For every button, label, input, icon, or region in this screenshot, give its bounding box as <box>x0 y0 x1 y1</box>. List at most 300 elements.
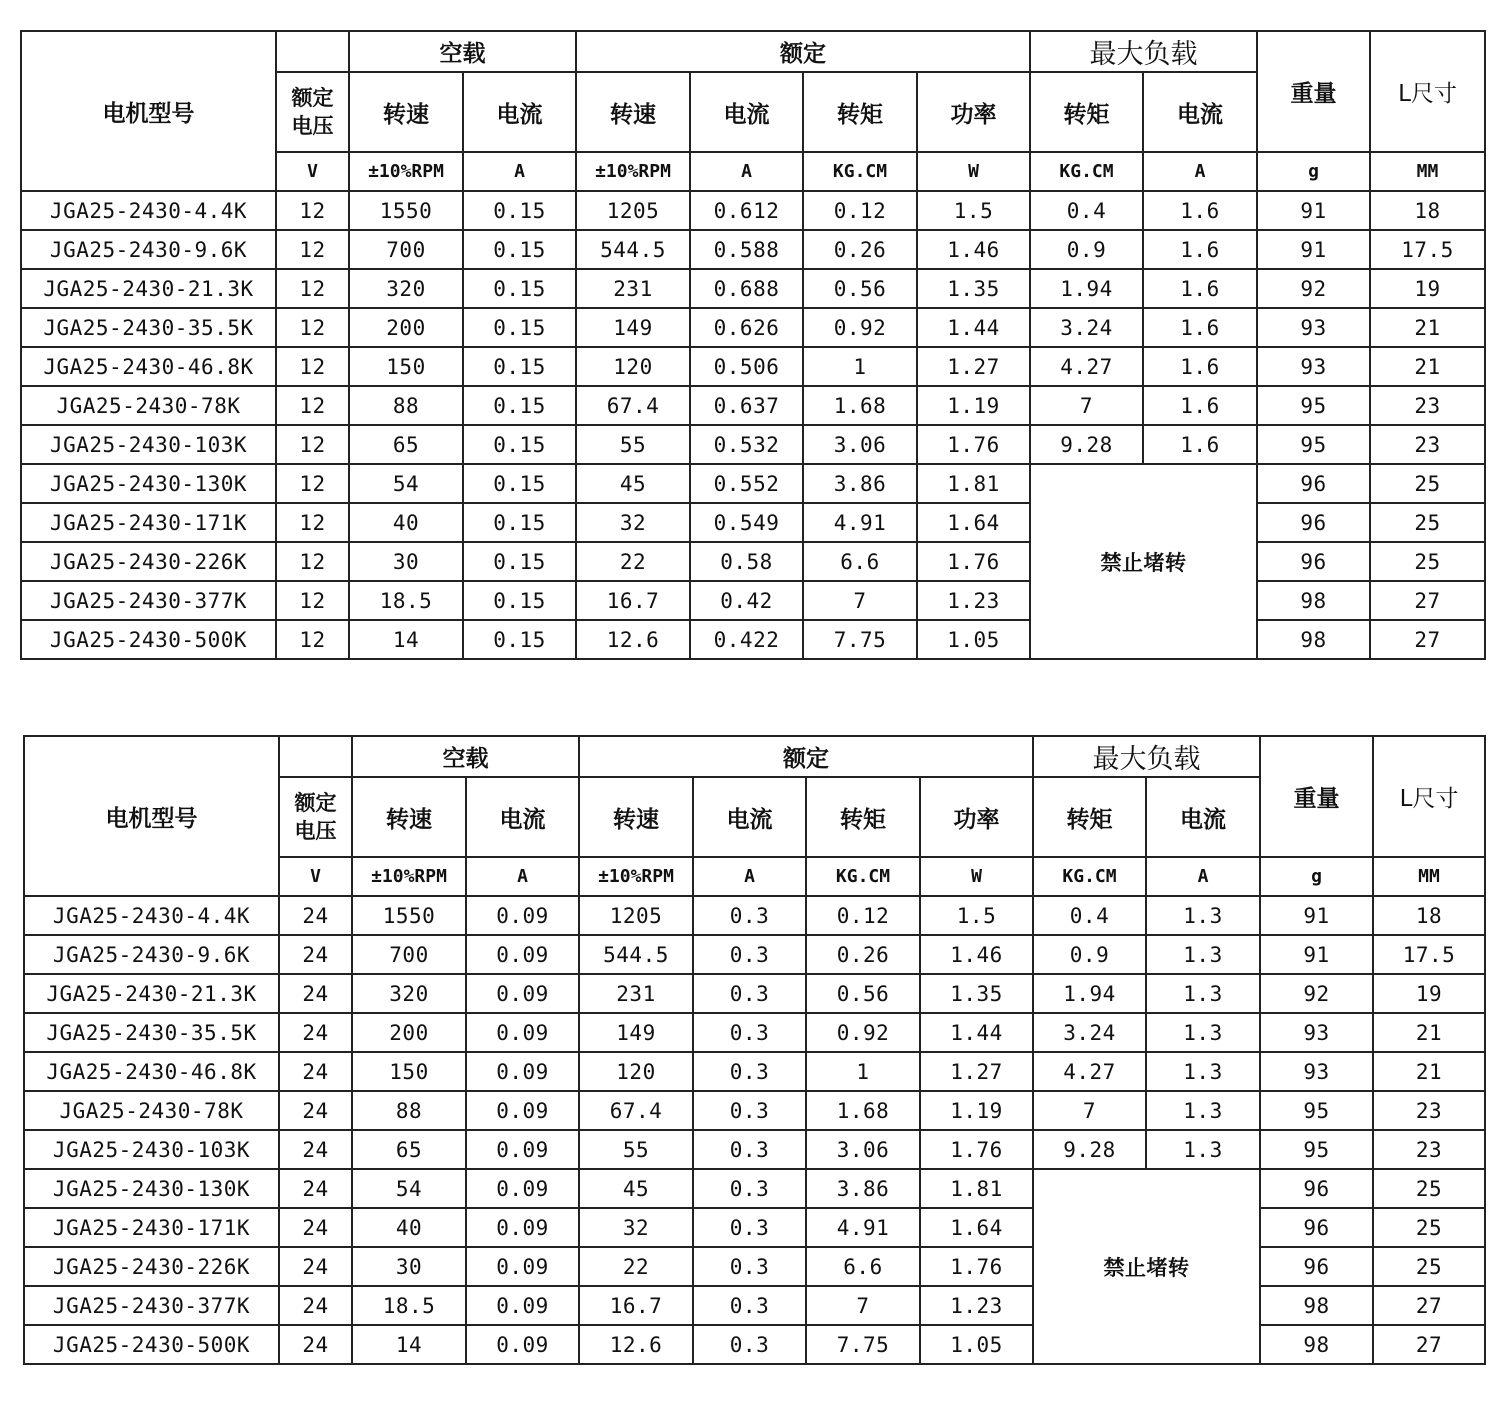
cell-model: JGA25-2430-130K <box>21 464 276 503</box>
header-nl-speed: 转速 <box>352 777 466 857</box>
cell-weight: 96 <box>1257 503 1370 542</box>
cell-voltage: 12 <box>276 464 349 503</box>
table-row <box>24 896 1485 935</box>
cell-voltage: 12 <box>276 503 349 542</box>
cell-max-torque: 4.27 <box>1030 347 1143 386</box>
cell-voltage: 24 <box>279 1013 352 1052</box>
cell-nl-current: 0.09 <box>466 1325 579 1364</box>
cell-r-power: 1.35 <box>917 269 1030 308</box>
cell-r-power: 1.81 <box>917 464 1030 503</box>
cell-nl-current: 0.15 <box>463 347 576 386</box>
cell-r-power: 1.35 <box>920 974 1033 1013</box>
header-weight: 重量 <box>1257 31 1370 152</box>
cell-r-power: 1.64 <box>917 503 1030 542</box>
cell-r-power: 1.5 <box>917 191 1030 230</box>
cell-nl-current: 0.15 <box>463 542 576 581</box>
cell-r-current: 0.588 <box>690 230 803 269</box>
header-rated: 额定 <box>576 31 1030 72</box>
cell-model: JGA25-2430-21.3K <box>24 974 279 1013</box>
cell-r-torque: 1.68 <box>806 1091 920 1130</box>
table-row <box>24 1169 1485 1208</box>
cell-r-current: 0.3 <box>693 1091 806 1130</box>
rated-voltage-line2: 电压 <box>294 819 337 843</box>
cell-r-current: 0.58 <box>690 542 803 581</box>
cell-max-current: 1.3 <box>1146 1052 1260 1091</box>
cell-r-power: 1.44 <box>920 1013 1033 1052</box>
cell-nl-current: 0.15 <box>463 269 576 308</box>
unit-nl-speed: ±10%RPM <box>349 152 463 191</box>
cell-r-current: 0.3 <box>693 1208 806 1247</box>
cell-l-size: 25 <box>1370 542 1485 581</box>
cell-r-current: 0.3 <box>693 1169 806 1208</box>
table-row <box>21 308 1485 347</box>
cell-voltage: 24 <box>279 1169 352 1208</box>
cell-r-current: 0.626 <box>690 308 803 347</box>
cell-r-current: 0.422 <box>690 620 803 659</box>
cell-r-power: 1.5 <box>920 896 1033 935</box>
cell-r-speed: 67.4 <box>576 386 690 425</box>
stall-note: 禁止堵转 <box>1030 464 1257 659</box>
cell-voltage: 24 <box>279 1091 352 1130</box>
cell-weight: 95 <box>1257 425 1370 464</box>
cell-weight: 98 <box>1260 1286 1373 1325</box>
unit-nl-current: A <box>466 857 579 896</box>
cell-weight: 93 <box>1257 347 1370 386</box>
cell-nl-speed: 1550 <box>352 896 466 935</box>
cell-model: JGA25-2430-130K <box>24 1169 279 1208</box>
cell-nl-current: 0.09 <box>466 974 579 1013</box>
cell-l-size: 21 <box>1373 1052 1485 1091</box>
header-weight: 重量 <box>1260 736 1373 857</box>
cell-r-speed: 149 <box>576 308 690 347</box>
cell-r-torque: 1.68 <box>803 386 917 425</box>
header-max-current: 电流 <box>1146 777 1260 857</box>
cell-r-torque: 0.12 <box>803 191 917 230</box>
cell-r-current: 0.549 <box>690 503 803 542</box>
cell-l-size: 27 <box>1373 1325 1485 1364</box>
cell-r-speed: 231 <box>579 974 693 1013</box>
cell-nl-speed: 65 <box>349 425 463 464</box>
cell-r-torque: 0.26 <box>803 230 917 269</box>
cell-max-torque: 1.94 <box>1033 974 1146 1013</box>
header-rated-voltage <box>276 72 349 152</box>
cell-voltage: 12 <box>276 347 349 386</box>
cell-voltage: 12 <box>276 425 349 464</box>
cell-max-current: 1.3 <box>1146 974 1260 1013</box>
cell-r-power: 1.23 <box>920 1286 1033 1325</box>
unit-weight: g <box>1260 857 1373 896</box>
cell-weight: 92 <box>1260 974 1373 1013</box>
header-nl-current: 电流 <box>466 777 579 857</box>
table-row <box>21 542 1485 581</box>
cell-r-torque: 4.91 <box>806 1208 920 1247</box>
header-r-speed: 转速 <box>576 72 690 152</box>
cell-r-power: 1.27 <box>917 347 1030 386</box>
table-row <box>21 230 1485 269</box>
table-row <box>24 1130 1485 1169</box>
cell-model: JGA25-2430-226K <box>24 1247 279 1286</box>
cell-nl-current: 0.15 <box>463 464 576 503</box>
cell-nl-current: 0.09 <box>466 1091 579 1130</box>
cell-r-speed: 16.7 <box>576 581 690 620</box>
cell-r-power: 1.81 <box>920 1169 1033 1208</box>
cell-r-torque: 3.06 <box>806 1130 920 1169</box>
cell-r-speed: 67.4 <box>579 1091 693 1130</box>
unit-r-current: A <box>690 152 803 191</box>
unit-voltage: V <box>279 857 352 896</box>
cell-max-current: 1.6 <box>1143 308 1257 347</box>
cell-r-torque: 7 <box>806 1286 920 1325</box>
cell-max-torque: 4.27 <box>1033 1052 1146 1091</box>
cell-r-torque: 3.06 <box>803 425 917 464</box>
table-row <box>21 386 1485 425</box>
cell-r-speed: 32 <box>579 1208 693 1247</box>
header-r-torque: 转矩 <box>803 72 917 152</box>
cell-voltage: 12 <box>276 386 349 425</box>
header-max-load: 最大负载 <box>1033 736 1260 777</box>
cell-nl-current: 0.09 <box>466 1247 579 1286</box>
cell-l-size: 25 <box>1373 1247 1485 1286</box>
cell-r-torque: 0.12 <box>806 896 920 935</box>
cell-voltage: 24 <box>279 1130 352 1169</box>
cell-model: JGA25-2430-377K <box>24 1286 279 1325</box>
cell-l-size: 17.5 <box>1370 230 1485 269</box>
cell-voltage: 24 <box>279 974 352 1013</box>
cell-l-size: 25 <box>1373 1169 1485 1208</box>
unit-length: MM <box>1370 152 1485 191</box>
cell-nl-current: 0.09 <box>466 896 579 935</box>
cell-max-current: 1.3 <box>1146 896 1260 935</box>
cell-nl-speed: 65 <box>352 1130 466 1169</box>
unit-max-current: A <box>1143 152 1257 191</box>
cell-nl-current: 0.15 <box>463 308 576 347</box>
header-nl-current: 电流 <box>463 72 576 152</box>
cell-nl-speed: 14 <box>352 1325 466 1364</box>
rated-voltage-line2: 电压 <box>291 114 334 138</box>
cell-nl-current: 0.09 <box>466 935 579 974</box>
table-row <box>24 1013 1485 1052</box>
cell-r-speed: 544.5 <box>579 935 693 974</box>
cell-nl-current: 0.15 <box>463 503 576 542</box>
table-row <box>24 1208 1485 1247</box>
cell-l-size: 21 <box>1370 308 1485 347</box>
cell-nl-speed: 200 <box>349 308 463 347</box>
cell-r-power: 1.23 <box>917 581 1030 620</box>
cell-voltage: 24 <box>279 1286 352 1325</box>
cell-max-current: 1.6 <box>1143 191 1257 230</box>
cell-nl-speed: 200 <box>352 1013 466 1052</box>
cell-model: JGA25-2430-4.4K <box>24 896 279 935</box>
cell-r-power: 1.76 <box>920 1247 1033 1286</box>
cell-nl-speed: 150 <box>352 1052 466 1091</box>
cell-model: JGA25-2430-9.6K <box>21 230 276 269</box>
cell-r-current: 0.688 <box>690 269 803 308</box>
cell-weight: 98 <box>1257 581 1370 620</box>
cell-model: JGA25-2430-171K <box>21 503 276 542</box>
cell-weight: 98 <box>1257 620 1370 659</box>
cell-weight: 93 <box>1260 1013 1373 1052</box>
cell-nl-current: 0.09 <box>466 1169 579 1208</box>
cell-model: JGA25-2430-377K <box>21 581 276 620</box>
cell-voltage: 12 <box>276 620 349 659</box>
cell-l-size: 27 <box>1370 620 1485 659</box>
cell-weight: 98 <box>1260 1325 1373 1364</box>
cell-r-current: 0.3 <box>693 1130 806 1169</box>
cell-nl-speed: 40 <box>349 503 463 542</box>
cell-l-size: 19 <box>1373 974 1485 1013</box>
cell-r-current: 0.3 <box>693 1286 806 1325</box>
cell-weight: 96 <box>1257 542 1370 581</box>
cell-r-torque: 0.56 <box>803 269 917 308</box>
header-model: 电机型号 <box>21 31 276 191</box>
cell-model: JGA25-2430-103K <box>24 1130 279 1169</box>
cell-nl-current: 0.09 <box>466 1052 579 1091</box>
cell-r-torque: 4.91 <box>803 503 917 542</box>
cell-r-speed: 22 <box>576 542 690 581</box>
cell-weight: 91 <box>1260 896 1373 935</box>
cell-r-power: 1.64 <box>920 1208 1033 1247</box>
cell-max-torque: 0.9 <box>1030 230 1143 269</box>
cell-weight: 96 <box>1257 464 1370 503</box>
cell-nl-speed: 700 <box>349 230 463 269</box>
cell-weight: 93 <box>1260 1052 1373 1091</box>
cell-l-size: 23 <box>1373 1130 1485 1169</box>
cell-nl-current: 0.15 <box>463 191 576 230</box>
cell-l-size: 19 <box>1370 269 1485 308</box>
cell-nl-current: 0.15 <box>463 581 576 620</box>
cell-max-torque: 7 <box>1030 386 1143 425</box>
unit-max-current: A <box>1146 857 1260 896</box>
cell-nl-current: 0.09 <box>466 1286 579 1325</box>
stall-note: 禁止堵转 <box>1033 1169 1260 1364</box>
table-row <box>21 425 1485 464</box>
header-model: 电机型号 <box>24 736 279 896</box>
cell-nl-speed: 18.5 <box>349 581 463 620</box>
header-max-torque: 转矩 <box>1030 72 1143 152</box>
cell-nl-current: 0.15 <box>463 386 576 425</box>
cell-nl-speed: 30 <box>352 1247 466 1286</box>
cell-r-torque: 6.6 <box>803 542 917 581</box>
unit-length: MM <box>1373 857 1485 896</box>
cell-nl-speed: 54 <box>349 464 463 503</box>
table-row <box>24 1247 1485 1286</box>
unit-r-power: W <box>920 857 1033 896</box>
unit-r-torque: KG.CM <box>806 857 920 896</box>
cell-voltage: 12 <box>276 230 349 269</box>
cell-nl-speed: 30 <box>349 542 463 581</box>
cell-r-current: 0.3 <box>693 1247 806 1286</box>
cell-max-torque: 0.4 <box>1033 896 1146 935</box>
cell-r-power: 1.44 <box>917 308 1030 347</box>
table-row <box>24 1286 1485 1325</box>
header-max-current: 电流 <box>1143 72 1257 152</box>
unit-r-speed: ±10%RPM <box>579 857 693 896</box>
cell-weight: 96 <box>1260 1208 1373 1247</box>
header-r-current: 电流 <box>690 72 803 152</box>
cell-r-torque: 0.92 <box>806 1013 920 1052</box>
cell-nl-speed: 88 <box>352 1091 466 1130</box>
header-l-size: L尺寸 <box>1370 31 1485 152</box>
table-row <box>24 1052 1485 1091</box>
header-r-speed: 转速 <box>579 777 693 857</box>
cell-l-size: 18 <box>1370 191 1485 230</box>
table-row <box>21 581 1485 620</box>
header-blank <box>276 31 349 72</box>
cell-model: JGA25-2430-21.3K <box>21 269 276 308</box>
header-nl-speed: 转速 <box>349 72 463 152</box>
rated-voltage-line1: 额定 <box>291 86 334 110</box>
cell-l-size: 18 <box>1373 896 1485 935</box>
cell-model: JGA25-2430-46.8K <box>21 347 276 386</box>
cell-weight: 95 <box>1260 1130 1373 1169</box>
cell-r-speed: 55 <box>576 425 690 464</box>
cell-r-current: 0.637 <box>690 386 803 425</box>
cell-r-torque: 0.92 <box>803 308 917 347</box>
cell-max-current: 1.6 <box>1143 230 1257 269</box>
spec-table-12v <box>20 30 1486 660</box>
cell-r-speed: 544.5 <box>576 230 690 269</box>
cell-l-size: 23 <box>1370 386 1485 425</box>
unit-r-power: W <box>917 152 1030 191</box>
cell-weight: 96 <box>1260 1169 1373 1208</box>
cell-l-size: 17.5 <box>1373 935 1485 974</box>
cell-r-current: 0.42 <box>690 581 803 620</box>
cell-weight: 91 <box>1260 935 1373 974</box>
cell-max-current: 1.6 <box>1143 269 1257 308</box>
cell-nl-speed: 320 <box>352 974 466 1013</box>
unit-r-current: A <box>693 857 806 896</box>
cell-r-speed: 120 <box>579 1052 693 1091</box>
cell-weight: 95 <box>1257 386 1370 425</box>
table-row <box>21 347 1485 386</box>
header-l-size: L尺寸 <box>1373 736 1485 857</box>
cell-max-torque: 9.28 <box>1030 425 1143 464</box>
cell-r-speed: 12.6 <box>579 1325 693 1364</box>
cell-nl-speed: 14 <box>349 620 463 659</box>
cell-model: JGA25-2430-35.5K <box>21 308 276 347</box>
cell-voltage: 24 <box>279 1247 352 1286</box>
cell-r-speed: 1205 <box>576 191 690 230</box>
header-r-current: 电流 <box>693 777 806 857</box>
cell-nl-speed: 18.5 <box>352 1286 466 1325</box>
table-row <box>21 269 1485 308</box>
cell-model: JGA25-2430-171K <box>24 1208 279 1247</box>
cell-r-current: 0.506 <box>690 347 803 386</box>
cell-r-power: 1.05 <box>920 1325 1033 1364</box>
cell-r-current: 0.532 <box>690 425 803 464</box>
header-blank <box>279 736 352 777</box>
cell-l-size: 21 <box>1370 347 1485 386</box>
table-row <box>21 620 1485 659</box>
cell-weight: 93 <box>1257 308 1370 347</box>
unit-r-speed: ±10%RPM <box>576 152 690 191</box>
cell-r-current: 0.552 <box>690 464 803 503</box>
unit-max-torque: KG.CM <box>1030 152 1143 191</box>
table-row <box>24 935 1485 974</box>
cell-model: JGA25-2430-35.5K <box>24 1013 279 1052</box>
cell-voltage: 24 <box>279 1208 352 1247</box>
cell-voltage: 24 <box>279 896 352 935</box>
cell-r-power: 1.76 <box>917 425 1030 464</box>
table-body <box>21 191 1485 659</box>
cell-max-current: 1.3 <box>1146 935 1260 974</box>
cell-weight: 91 <box>1257 230 1370 269</box>
cell-r-power: 1.76 <box>917 542 1030 581</box>
cell-max-current: 1.6 <box>1143 347 1257 386</box>
header-r-power: 功率 <box>920 777 1033 857</box>
cell-nl-speed: 54 <box>352 1169 466 1208</box>
cell-r-speed: 32 <box>576 503 690 542</box>
table-row <box>21 464 1485 503</box>
cell-max-torque: 0.4 <box>1030 191 1143 230</box>
cell-max-current: 1.3 <box>1146 1013 1260 1052</box>
cell-r-current: 0.3 <box>693 896 806 935</box>
cell-r-speed: 22 <box>579 1247 693 1286</box>
unit-r-torque: KG.CM <box>803 152 917 191</box>
cell-weight: 95 <box>1260 1091 1373 1130</box>
spec-table-24v <box>23 735 1486 1365</box>
cell-l-size: 27 <box>1373 1286 1485 1325</box>
cell-max-current: 1.3 <box>1146 1130 1260 1169</box>
cell-l-size: 25 <box>1373 1208 1485 1247</box>
cell-weight: 96 <box>1260 1247 1373 1286</box>
cell-r-speed: 12.6 <box>576 620 690 659</box>
cell-max-current: 1.3 <box>1146 1091 1260 1130</box>
table-row <box>24 974 1485 1013</box>
header-no-load: 空载 <box>352 736 579 777</box>
cell-voltage: 12 <box>276 542 349 581</box>
cell-l-size: 25 <box>1370 464 1485 503</box>
cell-r-current: 0.3 <box>693 935 806 974</box>
cell-model: JGA25-2430-4.4K <box>21 191 276 230</box>
unit-voltage: V <box>276 152 349 191</box>
cell-model: JGA25-2430-500K <box>24 1325 279 1364</box>
cell-r-current: 0.3 <box>693 1013 806 1052</box>
table-row <box>21 191 1485 230</box>
cell-r-power: 1.46 <box>917 230 1030 269</box>
cell-model: JGA25-2430-9.6K <box>24 935 279 974</box>
cell-model: JGA25-2430-46.8K <box>24 1052 279 1091</box>
cell-model: JGA25-2430-78K <box>21 386 276 425</box>
cell-l-size: 21 <box>1373 1013 1485 1052</box>
table-row <box>21 503 1485 542</box>
cell-nl-speed: 320 <box>349 269 463 308</box>
cell-model: JGA25-2430-78K <box>24 1091 279 1130</box>
table-row <box>24 1091 1485 1130</box>
rated-voltage-line1: 额定 <box>294 791 337 815</box>
cell-l-size: 27 <box>1370 581 1485 620</box>
cell-r-power: 1.27 <box>920 1052 1033 1091</box>
cell-r-speed: 231 <box>576 269 690 308</box>
cell-nl-current: 0.15 <box>463 620 576 659</box>
cell-weight: 92 <box>1257 269 1370 308</box>
table-body <box>24 896 1485 1364</box>
cell-r-torque: 3.86 <box>806 1169 920 1208</box>
cell-nl-speed: 88 <box>349 386 463 425</box>
cell-r-torque: 3.86 <box>803 464 917 503</box>
cell-voltage: 24 <box>279 1325 352 1364</box>
cell-nl-current: 0.09 <box>466 1130 579 1169</box>
cell-voltage: 12 <box>276 308 349 347</box>
cell-nl-current: 0.15 <box>463 425 576 464</box>
cell-r-torque: 1 <box>806 1052 920 1091</box>
cell-nl-speed: 40 <box>352 1208 466 1247</box>
cell-r-speed: 45 <box>579 1169 693 1208</box>
header-r-torque: 转矩 <box>806 777 920 857</box>
cell-nl-speed: 700 <box>352 935 466 974</box>
header-max-torque: 转矩 <box>1033 777 1146 857</box>
cell-max-torque: 3.24 <box>1033 1013 1146 1052</box>
